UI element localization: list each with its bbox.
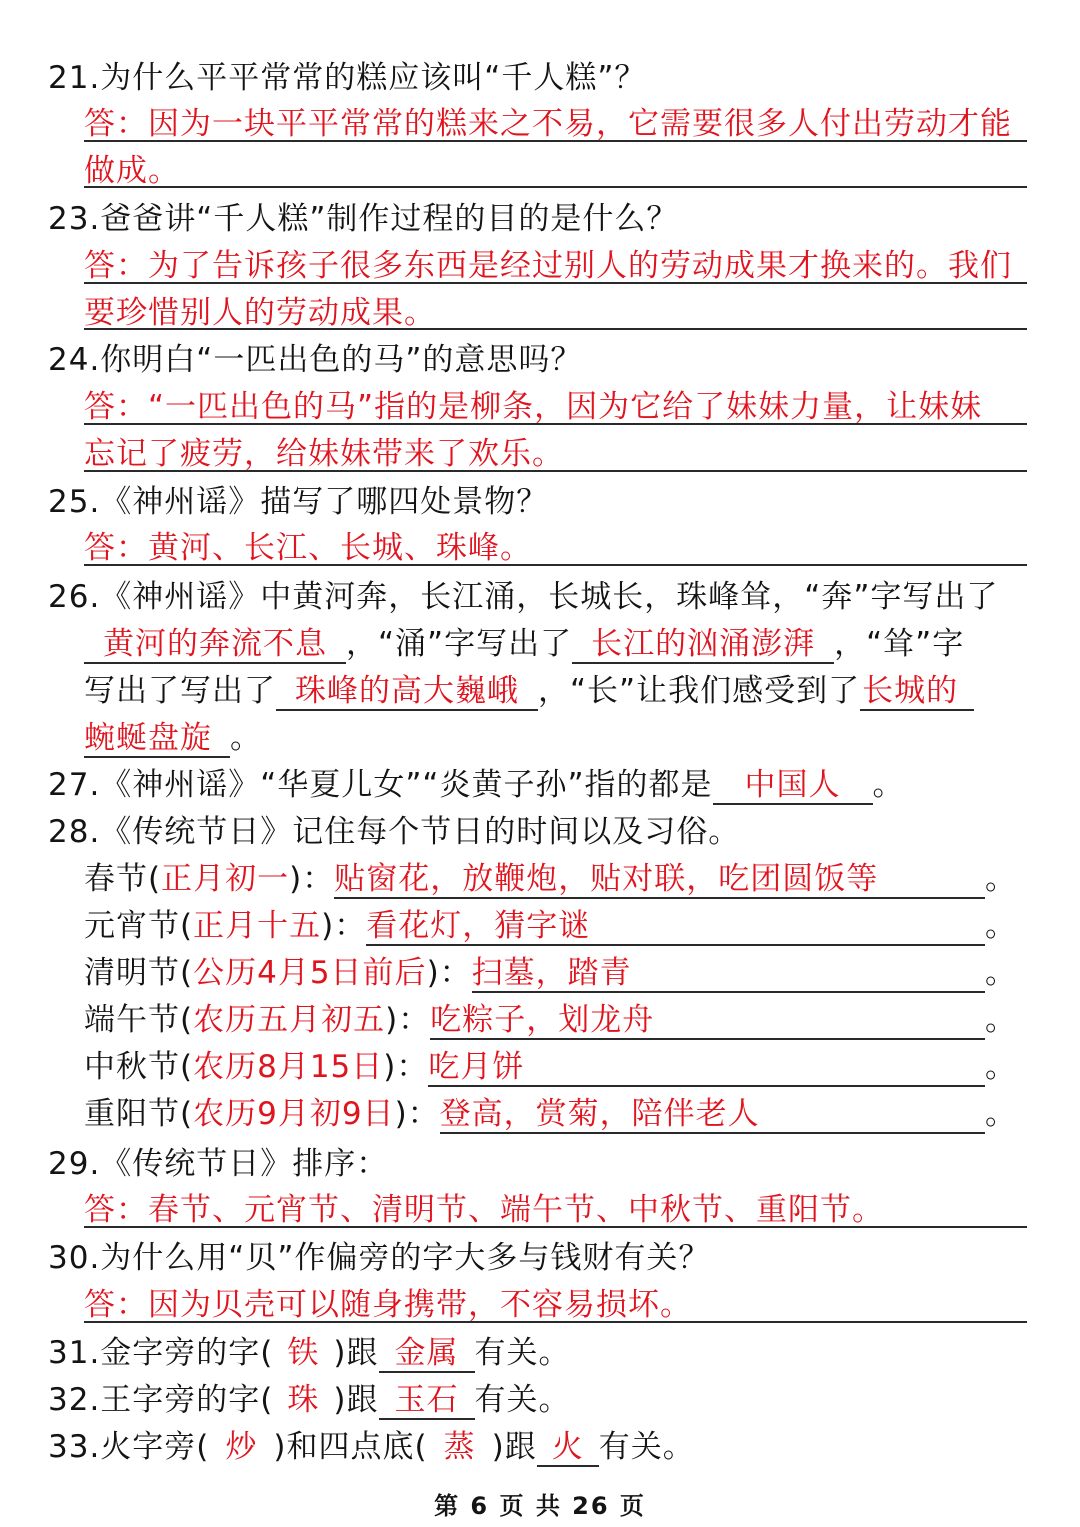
question-26-line3 bbox=[84, 671, 974, 711]
question-21: 21.为什么平平常常的糕应该叫“千人糕”？ bbox=[48, 60, 647, 96]
paren: ( bbox=[148, 861, 162, 897]
festival-row bbox=[84, 1000, 1017, 1040]
paren: ( bbox=[180, 1049, 194, 1085]
paren: )： bbox=[394, 1096, 440, 1132]
text: ，“涌”字写出了 bbox=[346, 626, 573, 662]
text: 有关。 bbox=[474, 1382, 571, 1418]
answer-underline bbox=[84, 282, 1027, 284]
festival-name: 元宵节 bbox=[84, 908, 180, 944]
paren: ( bbox=[180, 955, 194, 991]
period: 。 bbox=[985, 955, 1017, 991]
text: 。 bbox=[872, 767, 905, 803]
fill-blank-1: 黄河的奔流不息 bbox=[84, 626, 346, 664]
question-26-line2 bbox=[84, 624, 964, 664]
answer-24-line1: 答：“一匹出色的马”指的是柳条，因为它给了妹妹力量，让妹妹 bbox=[84, 389, 983, 425]
text: ，“耸”字 bbox=[834, 626, 965, 662]
question-33 bbox=[48, 1427, 695, 1467]
answer-30: 答：因为贝壳可以随身携带，不容易损坏。 bbox=[84, 1287, 692, 1323]
festival-date: 公历4月5日前后 bbox=[193, 955, 427, 991]
festival-row bbox=[84, 906, 1017, 946]
festival-name: 中秋节 bbox=[84, 1049, 180, 1085]
festival-custom: 看花灯，猜字谜 bbox=[366, 908, 985, 946]
paren: )： bbox=[385, 1002, 431, 1038]
question-26-line4 bbox=[84, 718, 262, 758]
festival-date: 农历8月15日 bbox=[193, 1049, 384, 1085]
fill-blank-31: 金属 bbox=[379, 1335, 475, 1373]
answer-underline bbox=[84, 186, 1027, 188]
question-29: 29.《传统节日》排序： bbox=[48, 1146, 389, 1182]
festival-row bbox=[84, 1047, 1017, 1087]
fill-blank-32: 玉石 bbox=[379, 1382, 475, 1420]
text: 33.火字旁( bbox=[48, 1429, 210, 1465]
period: 。 bbox=[985, 1002, 1017, 1038]
answer-char: 铁 bbox=[287, 1335, 320, 1371]
fill-blank-2: 长江的汹涌澎湃 bbox=[572, 626, 834, 664]
paren: ( bbox=[180, 1096, 194, 1132]
paren: ( bbox=[180, 1002, 194, 1038]
text: ，“长”让我们感受到了 bbox=[538, 673, 861, 709]
fill-blank-33: 火 bbox=[537, 1429, 599, 1467]
paren: )： bbox=[321, 908, 367, 944]
answer-21-line2: 做成。 bbox=[84, 153, 180, 189]
answer-underline bbox=[84, 470, 1027, 472]
answer-25: 答：黄河、长江、长城、珠峰。 bbox=[84, 530, 532, 566]
festival-date: 农历五月初五 bbox=[193, 1002, 386, 1038]
festival-date: 正月初一 bbox=[161, 861, 290, 897]
festival-date: 农历9月初9日 bbox=[193, 1096, 395, 1132]
paren: )： bbox=[383, 1049, 429, 1085]
festival-row bbox=[84, 1094, 1017, 1134]
text: 有关。 bbox=[598, 1429, 695, 1465]
text: )和四点底( bbox=[273, 1429, 428, 1465]
answer-char: 蒸 bbox=[443, 1429, 476, 1465]
answer-23-line1: 答：为了告诉孩子很多东西是经过别人的劳动成果才换来的。我们 bbox=[84, 248, 1012, 284]
festival-name: 清明节 bbox=[84, 955, 180, 991]
fill-blank-4-cont: 蜿蜒盘旋 bbox=[84, 720, 230, 758]
text: 。 bbox=[230, 720, 262, 756]
text: )跟 bbox=[491, 1429, 537, 1465]
answer-24-line2: 忘记了疲劳，给妹妹带来了欢乐。 bbox=[84, 436, 564, 472]
page-footer: 第 6 页 共 26 页 bbox=[434, 1492, 646, 1520]
question-32 bbox=[48, 1380, 571, 1420]
question-27 bbox=[48, 765, 905, 805]
answer-underline bbox=[84, 564, 1027, 566]
festival-date: 正月十五 bbox=[193, 908, 322, 944]
festival-name: 端午节 bbox=[84, 1002, 180, 1038]
fill-blank-3: 珠峰的高大巍峨 bbox=[276, 673, 538, 711]
period: 。 bbox=[985, 908, 1017, 944]
question-31 bbox=[48, 1333, 571, 1373]
answer-underline bbox=[84, 1226, 1027, 1228]
text: 27.《神州谣》“华夏儿女”“炎黄子孙”指的都是 bbox=[48, 767, 713, 803]
question-24: 24.你明白“一匹出色的马”的意思吗？ bbox=[48, 342, 583, 378]
question-30: 30.为什么用“贝”作偏旁的字大多与钱财有关？ bbox=[48, 1240, 711, 1276]
fill-blank-27: 中国人 bbox=[713, 767, 873, 805]
question-28: 28.《传统节日》记住每个节日的时间以及习俗。 bbox=[48, 814, 741, 850]
festival-name: 春节 bbox=[84, 861, 148, 897]
period: 。 bbox=[985, 861, 1017, 897]
answer-23-line2: 要珍惜别人的劳动成果。 bbox=[84, 295, 436, 331]
festival-row bbox=[84, 953, 1017, 993]
festival-row bbox=[84, 859, 1017, 899]
festival-custom: 吃月饼 bbox=[428, 1049, 985, 1087]
text: 写出了写出了 bbox=[84, 673, 276, 709]
paren: ( bbox=[180, 908, 194, 944]
text: 有关。 bbox=[474, 1335, 571, 1371]
answer-underline bbox=[84, 328, 1027, 330]
text: )跟 bbox=[333, 1382, 379, 1418]
question-25: 25.《神州谣》描写了哪四处景物？ bbox=[48, 484, 549, 520]
question-23: 23.爸爸讲“千人糕”制作过程的目的是什么？ bbox=[48, 201, 679, 237]
festival-custom: 扫墓，踏青 bbox=[472, 955, 985, 993]
text: )跟 bbox=[333, 1335, 379, 1371]
text: 31.金字旁的字( bbox=[48, 1335, 274, 1371]
festival-custom: 登高，赏菊，陪伴老人 bbox=[440, 1096, 985, 1134]
festival-custom: 贴窗花，放鞭炮，贴对联，吃团圆饭等 bbox=[334, 861, 985, 899]
answer-underline bbox=[84, 1321, 1027, 1323]
festival-name: 重阳节 bbox=[84, 1096, 180, 1132]
answer-char: 珠 bbox=[287, 1382, 320, 1418]
period: 。 bbox=[985, 1049, 1017, 1085]
answer-underline bbox=[84, 423, 1027, 425]
answer-char: 炒 bbox=[225, 1429, 258, 1465]
fill-blank-4: 长城的 bbox=[860, 673, 974, 711]
text: 32.王字旁的字( bbox=[48, 1382, 274, 1418]
answer-21-line1: 答：因为一块平平常常的糕来之不易，它需要很多人付出劳动才能 bbox=[84, 106, 1012, 142]
paren: )： bbox=[426, 955, 472, 991]
paren: )： bbox=[289, 861, 335, 897]
festival-custom: 吃粽子，划龙舟 bbox=[430, 1002, 985, 1040]
answer-29: 答：春节、元宵节、清明节、端午节、中秋节、重阳节。 bbox=[84, 1192, 884, 1228]
answer-underline bbox=[84, 140, 1027, 142]
question-26-line1: 26.《神州谣》中黄河奔，长江涌，长城长，珠峰耸，“奔”字写出了 bbox=[48, 579, 999, 615]
period: 。 bbox=[985, 1096, 1017, 1132]
